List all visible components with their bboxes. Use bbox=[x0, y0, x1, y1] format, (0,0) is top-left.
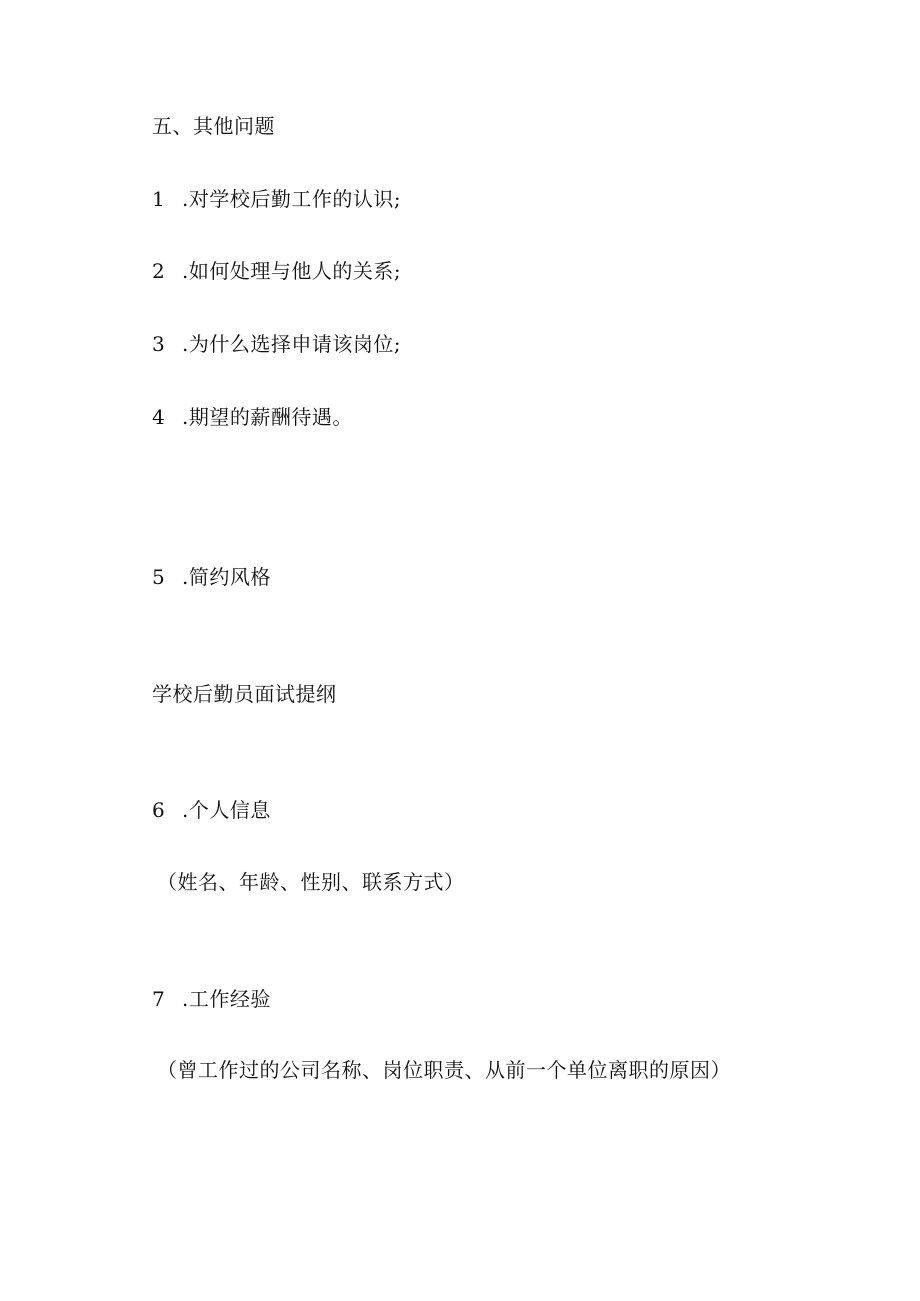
section-heading: 五、其他问题 bbox=[152, 114, 275, 138]
list-item-text: .工作经验 bbox=[182, 987, 271, 1011]
list-item-text: .简约风格 bbox=[182, 565, 271, 589]
list-item bbox=[152, 405, 353, 429]
list-item-number: 3 bbox=[152, 332, 166, 356]
list-item-text: .为什么选择申请该岗位; bbox=[182, 332, 402, 356]
list-item-number: 6 bbox=[152, 798, 166, 822]
list-item bbox=[152, 565, 271, 589]
list-item bbox=[152, 187, 401, 211]
list-item-number: 5 bbox=[152, 565, 166, 589]
list-item bbox=[152, 798, 271, 822]
list-item-detail: （姓名、年龄、性别、联系方式） bbox=[157, 870, 465, 894]
list-item-text: .个人信息 bbox=[182, 798, 271, 822]
list-item-detail: （曾工作过的公司名称、岗位职责、从前一个单位离职的原因） bbox=[157, 1058, 731, 1082]
list-item bbox=[152, 332, 401, 356]
list-item-text: .如何处理与他人的关系; bbox=[182, 259, 402, 283]
list-item-number: 7 bbox=[152, 987, 166, 1011]
list-item-number: 1 bbox=[152, 187, 166, 211]
outline-title: 学校后勤员面试提纲 bbox=[152, 682, 337, 706]
list-item-text: .期望的薪酬待遇。 bbox=[182, 405, 353, 429]
list-item-number: 2 bbox=[152, 259, 166, 283]
list-item bbox=[152, 259, 401, 283]
list-item bbox=[152, 987, 271, 1011]
list-item-number: 4 bbox=[152, 405, 166, 429]
list-item-text: .对学校后勤工作的认识; bbox=[182, 187, 402, 211]
